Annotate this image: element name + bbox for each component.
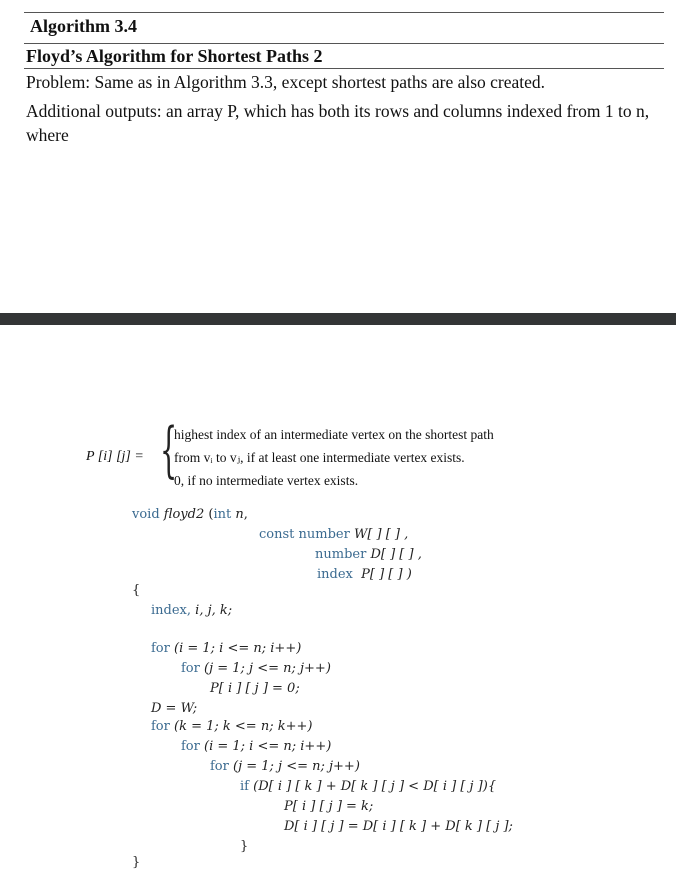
code-line: } (132, 855, 141, 870)
code-line: for (k = 1; k <= n; k++) (151, 719, 313, 734)
code-line: for (i = 1; i <= n; i++) (151, 641, 302, 656)
code-line: } (240, 839, 249, 854)
definition-brace: { (160, 415, 178, 485)
top-rule (24, 12, 664, 13)
code-line: const number W[ ] [ ] , (259, 527, 409, 542)
problem-statement: Problem: Same as in Algorithm 3.3, except shortest paths are also created. (26, 72, 546, 92)
code-line: void floyd2 (int n, (132, 507, 248, 522)
definition-case-2: from vᵢ to vⱼ, if at least one intermediate vertex exists. (174, 450, 465, 465)
page-divider-band (0, 313, 676, 325)
additional-outputs: Additional outputs: an array P, which has both its rows and columns indexed from 1 to n, where (26, 101, 650, 145)
definition-case-1: highest index of an intermediate vertex on the shortest path (174, 427, 494, 442)
code-line: D[ i ] [ j ] = D[ i ] [ k ] + D[ k ] [ j ]; (284, 819, 513, 834)
problem-rule (24, 68, 664, 69)
definition-case-3: 0, if no intermediate vertex exists. (174, 473, 359, 488)
definition-lhs: P [i] [j] = (86, 449, 144, 464)
code-line: { (132, 583, 141, 598)
code-line: for (i = 1; i <= n; i++) (181, 739, 332, 754)
title-rule (24, 43, 664, 44)
code-line: D = W; (151, 701, 198, 716)
code-line: for (j = 1; j <= n; j++) (210, 759, 360, 774)
code-line: for (j = 1; j <= n; j++) (181, 661, 331, 676)
code-line: index P[ ] [ ] ) (317, 567, 412, 582)
code-line: index, i, j, k; (151, 603, 233, 618)
algorithm-title: Floyd’s Algorithm for Shortest Paths 2 (26, 46, 323, 66)
code-line: P[ i ] [ j ] = 0; (210, 681, 300, 696)
code-line: if (D[ i ] [ k ] + D[ k ] [ j ] < D[ i ] [ j ]){ (240, 779, 497, 794)
algorithm-number: Algorithm 3.4 (30, 16, 137, 36)
code-line: number D[ ] [ ] , (315, 547, 422, 562)
code-line: P[ i ] [ j ] = k; (284, 799, 374, 814)
